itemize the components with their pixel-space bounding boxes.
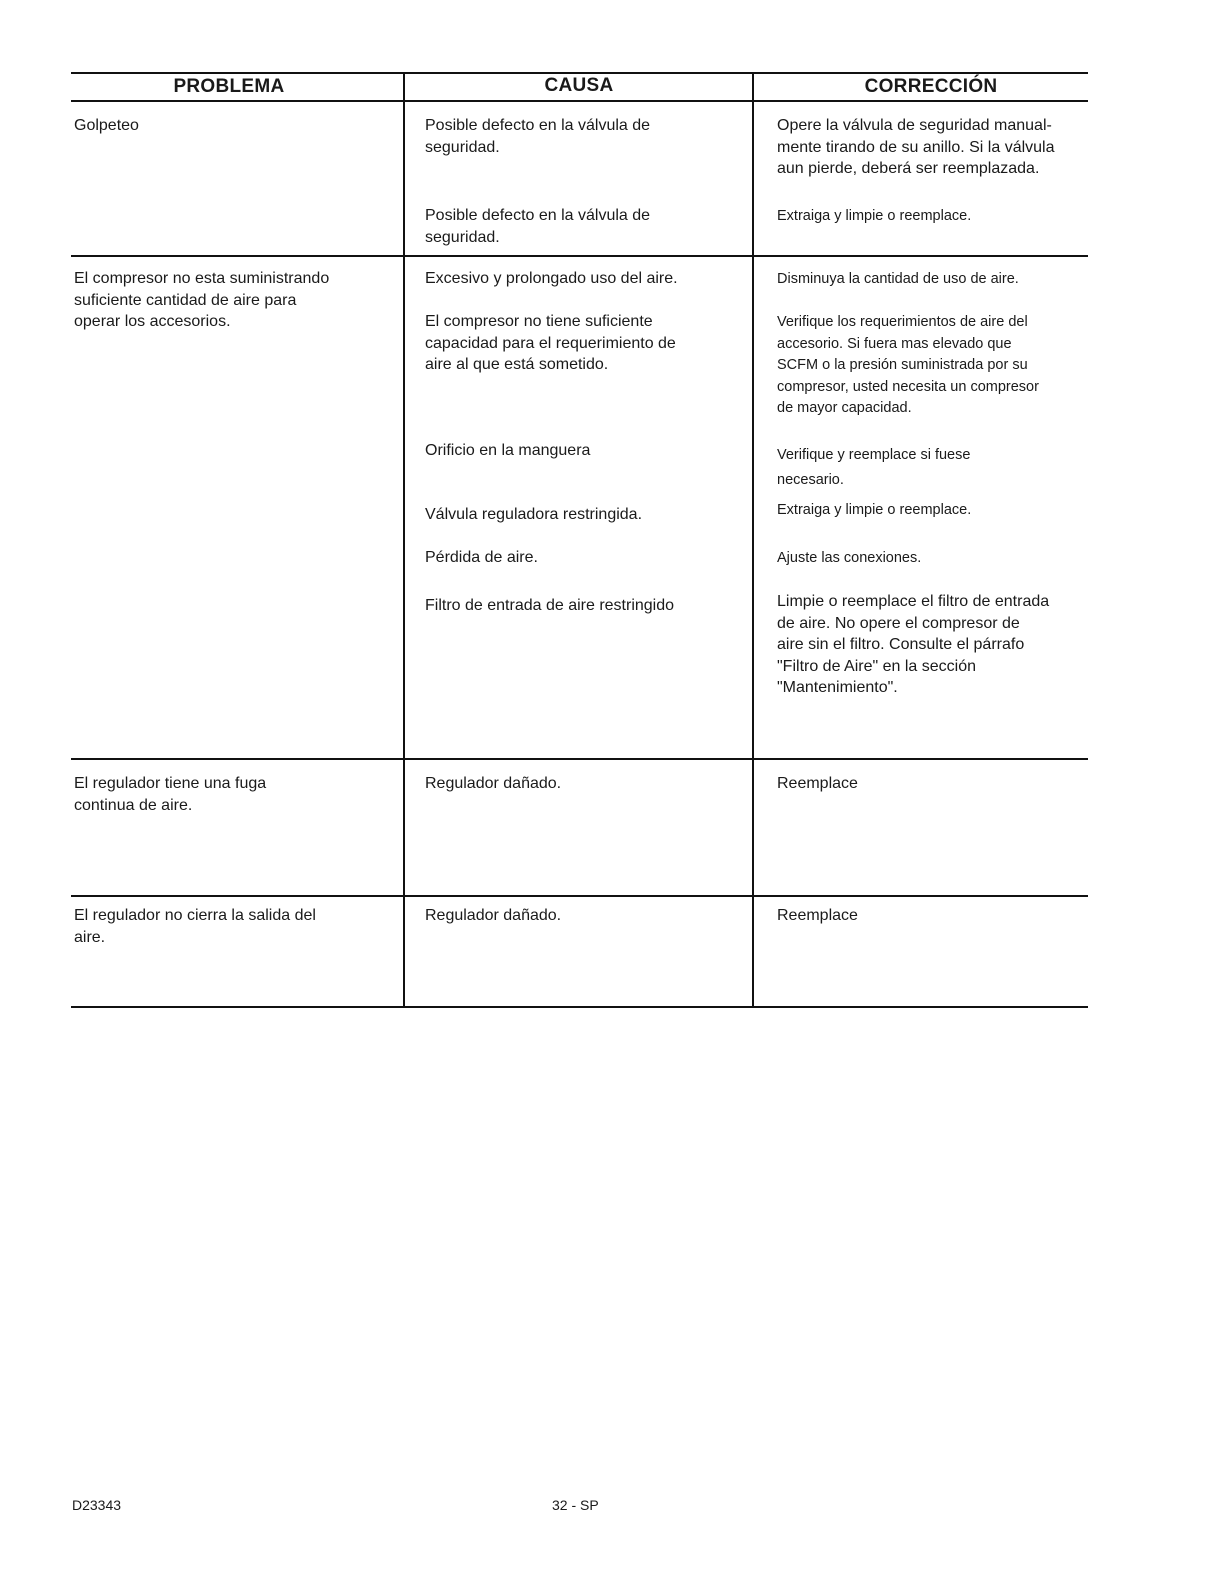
rule-row-2 [71, 758, 1088, 760]
causa-cell [425, 547, 538, 569]
document-number: D23343 [72, 1497, 122, 1513]
causa-line: Orificio en la manguera [425, 442, 591, 459]
correccion-cell [777, 905, 858, 927]
correccion-line: Disminuya la cantidad de uso de aire. [777, 271, 1019, 287]
causa-line: seguridad. [425, 138, 500, 156]
correccion-cell [777, 773, 858, 795]
correccion-line: Opere la válvula de seguridad manual- [777, 117, 1052, 134]
correccion-line: Reemplace [777, 775, 858, 792]
causa-cell [425, 268, 678, 290]
correccion-cell [777, 115, 1055, 180]
rule-row-3 [71, 895, 1088, 897]
causa-line: El compresor no tiene suficiente [425, 313, 653, 330]
causa-cell [425, 773, 561, 795]
correccion-line: de aire. No opere el compresor de [777, 614, 1020, 632]
causa-cell [425, 205, 650, 248]
causa-line: Regulador dañado. [425, 775, 562, 792]
correccion-line: compresor, usted necesita un compresor [777, 378, 1039, 395]
correccion-cell [777, 500, 971, 522]
causa-cell [425, 905, 561, 927]
problema-line: suficiente cantidad de aire para [74, 291, 297, 309]
problema-line: El compresor no esta suministrando [74, 270, 330, 287]
rule-row-1 [71, 255, 1088, 257]
causa-cell [425, 504, 642, 526]
column-divider-2 [752, 72, 754, 1008]
correccion-line: Verifique los requerimientos de aire del [777, 314, 1028, 330]
causa-line: capacidad para el requerimiento de [425, 334, 676, 352]
problema-line: Golpeteo [74, 117, 139, 134]
correccion-line: Verifique y reemplace si fuese [777, 447, 971, 463]
causa-cell [425, 595, 674, 617]
causa-line: seguridad. [425, 228, 500, 246]
causa-line: Válvula reguladora restringida. [425, 506, 643, 523]
problema-line: aire. [74, 928, 106, 946]
correccion-line: Ajuste las conexiones. [777, 550, 922, 566]
correccion-cell [777, 312, 1039, 420]
correccion-line: Extraiga y limpie o reemplace. [777, 502, 972, 518]
correccion-line: "Mantenimiento". [777, 679, 898, 696]
causa-line: Regulador dañado. [425, 907, 562, 924]
rule-top [71, 72, 1088, 74]
correccion-line: aun pierde, deberá ser reemplazada. [777, 160, 1040, 177]
correccion-line: mente tirando de su anillo. Si la válvula [777, 138, 1055, 156]
correccion-line: SCFM o la presión suministrada por su [777, 357, 1028, 373]
correccion-line: accesorio. Si fuera mas elevado que [777, 335, 1012, 352]
problema-cell [74, 268, 329, 333]
causa-cell [425, 115, 650, 158]
causa-cell [425, 311, 676, 376]
problema-cell [74, 773, 266, 816]
correccion-cell [777, 269, 1019, 291]
problema-cell [74, 115, 139, 137]
causa-line: aire al que está sometido. [425, 356, 609, 373]
correccion-cell [777, 443, 970, 493]
correccion-line: Limpie o reemplace el filtro de entrada [777, 593, 1050, 610]
header-correccion: CORRECCIÓN [864, 76, 998, 97]
problema-line: El regulador tiene una fuga [74, 775, 267, 792]
causa-line: Excesivo y prolongado uso del aire. [425, 270, 678, 287]
causa-line: Filtro de entrada de aire restringido [425, 597, 675, 614]
problema-cell [74, 905, 316, 948]
header-causa: CAUSA [544, 75, 614, 96]
correccion-cell [777, 548, 921, 570]
causa-line: Pérdida de aire. [425, 549, 538, 566]
rule-header-bottom [71, 100, 1088, 102]
causa-line: Posible defecto en la válvula de [425, 117, 651, 134]
column-divider-1 [403, 72, 405, 1008]
header-problema: PROBLEMA [173, 76, 285, 97]
correccion-cell [777, 591, 1049, 699]
problema-line: El regulador no cierra la salida del [74, 907, 316, 924]
problema-line: continua de aire. [74, 796, 193, 814]
correccion-line: de mayor capacidad. [777, 400, 912, 416]
problema-line: operar los accesorios. [74, 313, 231, 330]
correccion-line: "Filtro de Aire" en la sección [777, 657, 977, 675]
causa-line: Posible defecto en la válvula de [425, 207, 651, 224]
correccion-cell [777, 206, 971, 228]
correccion-line: Reemplace [777, 907, 858, 924]
correccion-line: necesario. [777, 472, 844, 488]
rule-bottom [71, 1006, 1088, 1008]
causa-cell [425, 440, 590, 462]
correccion-line: aire sin el filtro. Consulte el párrafo [777, 636, 1025, 653]
correccion-line: Extraiga y limpie o reemplace. [777, 208, 972, 224]
page-number: 32 - SP [552, 1497, 599, 1513]
